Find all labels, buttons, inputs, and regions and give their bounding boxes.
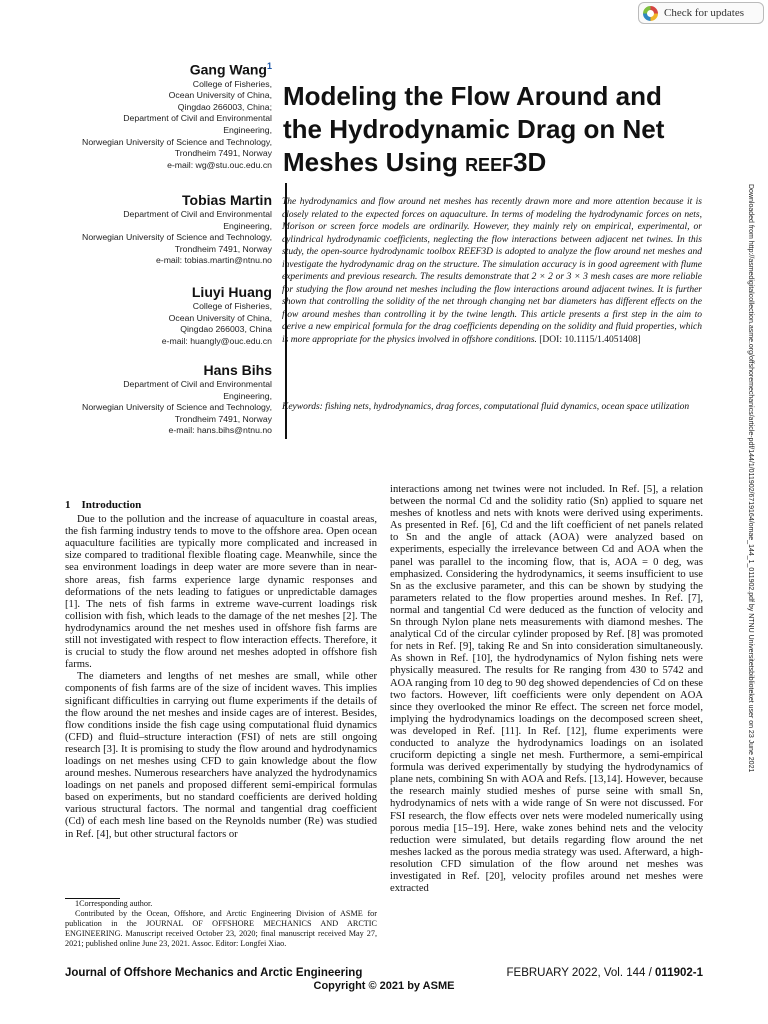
paragraph: The diameters and lengths of net meshes are small, while other components of fish farms are of the size of incident waves. This implies significant difficulties in carrying out flume experiments if the details of the flow around the net meshes and inside cages are of interest. Besides, flow conditions inside the fish cage using computational fluid dynamics (CFD) and fluid–structure interaction (FSI) of nets are still ongoing research [3]. It is promising to study the flow around and hydrodynamics loadings on net meshes using CFD to gain knowledge about the flow around meshes. Numerous researchers have analyzed the hydrodynamics loadings on net panels and proposed different semi-empirical formulas based on experiments, but no standard coefficients are derived holding various structural factors. The normal and tangential drag coefficient (Cd) of each mesh line based on the Reynolds number (Re) was studied in Ref. [4], but other structural factors or [65,671,377,840]
section-heading: 1 Introduction [65,499,142,511]
author-affiliation: College of Fisheries, Ocean University of China, Qingdao 266003, China; Department of Civil and Environmental Engineering, Norwegian University of Science and Technology, Trondheim 7491, Norway e-mail: wg@stu.ouc.edu.cn [82,78,272,170]
author-name: Gang Wang$^1$ [189,61,272,78]
paragraph: Due to the pollution and the increase of aquaculture in coastal areas, the fish farming industry tends to move to the offshore area. Open ocean aquaculture facilities are typically more complicated and increased in size compared to traditional flexible floating cage. Meanwhile, since the sea environment loadings in deep water are more severe than in near-shore areas, fish farms experience large dynamic responses and deformations of the nets leading to fatigues or unpredictable damages [1]. The nets of fish farms in extreme wave-current loadings risk collision with fish, which leads to the damage of the net meshes [2]. The hydrodynamics around the net meshes used in offshore fish farms are still not investigated with respect to flow interaction effects. Therefore, it is crucial to study the flow around net meshes adopted in offshore fish farms. [65,514,377,671]
author-affiliation: Department of Civil and Environmental Engineering, Norwegian University of Science and Technology, Trondheim 7491, Norway e-mail: hans.bihs@ntnu.no [82,379,272,436]
abstract: The hydrodynamics and flow around net meshes has recently drawn more and more attention because it is closely related to the expected forces on aquaculture. In terms of modeling the hydrodynamic forces on nets, Morison or screen force models are ordinarily. However, they mainly rely on empirical, experimental, or cylindrical hydrodynamic coefficients, neglecting the flow interactions between adjacent net twines. In this study, the open-source hydrodynamic toolbox REEF3D is adopted to analyze the flow around net meshes and investigate the hydrodynamic drag on the structure. The simulation accuracy is in good agreement with flume experiments and previous research. The results demonstrate that 2 × 2 or 3 × 3 mesh cases are more reliable for studying the flow around net meshes including the flow interactions around adjacent twines. It is further shown that controlling the solidity of the net through changing net bar diameters has different effects on the flow around meshes than controlling it by the twine length. This article presents a first step in the aim to derive a new empirical formula for the drag coefficients depending on the solidity and fluid properties, which is more appropriate for the physics involved in offshore conditions. [DOI: 10.1115/1.4051408] [282,197,702,345]
doi: [DOI: 10.1115/1.4051408] [536,334,641,345]
copyright: Copyright © 2021 by ASME [313,980,455,992]
footnotes: 1Corresponding author. Contributed by the Ocean, Offshore, and Arctic Engineering Division of ASME for publication in the JOURNAL OF OFFSHORE MECHANICS AND ARCTIC ENGINEERING. Manuscript received October 23, 2020; final manuscript received May 27, 2021; published online June 23, 2021. Assoc. Editor: Longfei Xiao. [65,899,377,948]
crossmark-icon [643,6,658,21]
keywords: Keywords: fishing nets, hydrodynamics, drag forces, computational fluid dynamics, ocean space utilization [282,402,690,412]
journal-name: Journal of Offshore Mechanics and Arctic Engineering [65,967,363,979]
paper-title: Modeling the Flow Around and the Hydrodynamic Drag on Net Meshes Using REEF3D [283,81,665,177]
author-affiliation: College of Fisheries, Ocean University of China, Qingdao 266003, China e-mail: huangly@ouc.edu.cn [161,301,272,346]
issue-info: FEBRUARY 2022, Vol. 144 / 011902-1 [506,967,703,979]
body-column-left [65,499,377,841]
author-name: Hans Bihs [203,362,272,378]
author-block-1 [32,58,272,171]
author-block-4 [32,362,272,437]
author-name: Tobias Martin [182,192,272,208]
body-column-right [390,484,703,895]
check-for-updates-label: Check for updates [664,7,745,19]
paragraph: interactions among net twines were not included. In Ref. [5], a relation between the normal Cd and the solidity ratio (Sn) applied to square net meshes of knotless and nets with knots were derived using experiments. As presented in Ref. [6], Cd and the lift coefficient of net panels related to Sn and the angle of attack (AOA) were analyzed based on experiments, especially the irrelevance between Cd and AOA when the panel was parallel to the incoming flow, that is, AOA = 0 deg, was emphasized. Considering the hydrodynamics, it seems insufficient to use Sn as the exclusive parameter, and this can be shown by studying the parameters related to the flow properties around meshes. In Ref. [7], normal and tangential Cd were deduced as the function of velocity and Sn through Nylon plane nets measurements with diamond meshes. The analytical Cd of the circular cylinder proposed by Ref. [8] was promoted for nets in Ref. [9], taking Re and Sn into consideration simultaneously. As shown in Ref. [10], the hydrodynamics of Nylon fishing nets were physically measured. The results for Re ranging from 430 to 5742 and AOA ranging from 10 deg to 90 deg showed dependencies of Cd on these two factors. However, lift coefficients were only dependent on AOA since they overlooked the minor Re effect. The screen net force model, implying the hydrodynamics loadings on the decomposed screen sheet, was developed in Ref. [11]. In Ref. [12], flume experiments were conducted to analyze the hydrodynamics loadings on an isolated cruciform depicting a single net mesh. Furthermore, a semi-empirical formula was derived experimentally by studying the hydrodynamics of plane nets, combining Sn with AOA and Refs. [13,14]. However, because the research mainly studied meshes of purse seine with small Sn, hydrodynamics of nets with a wide range of Sn were not discussed. For FSI research, the flow effects over nets were modeled numerically using porous media [15–19]. Here, wake zones behind nets and the velocity reduction were simulated, but details regarding flow around the net meshes lacked as the porous media strategy was used. Afterward, a high-resolution CFD simulation of the flow around net meshes was investigated in Ref. [20], velocity profiles around net meshes were extracted [390,484,703,895]
check-for-updates-button[interactable] [638,2,764,24]
author-block-3 [32,284,272,347]
author-affiliation: Department of Civil and Environmental Engineering, Norwegian University of Science and Technology, Trondheim 7491, Norway e-mail: tobias.martin@ntnu.no [82,209,272,266]
author-block-2 [32,192,272,267]
author-name: Liuyi Huang [191,284,272,300]
